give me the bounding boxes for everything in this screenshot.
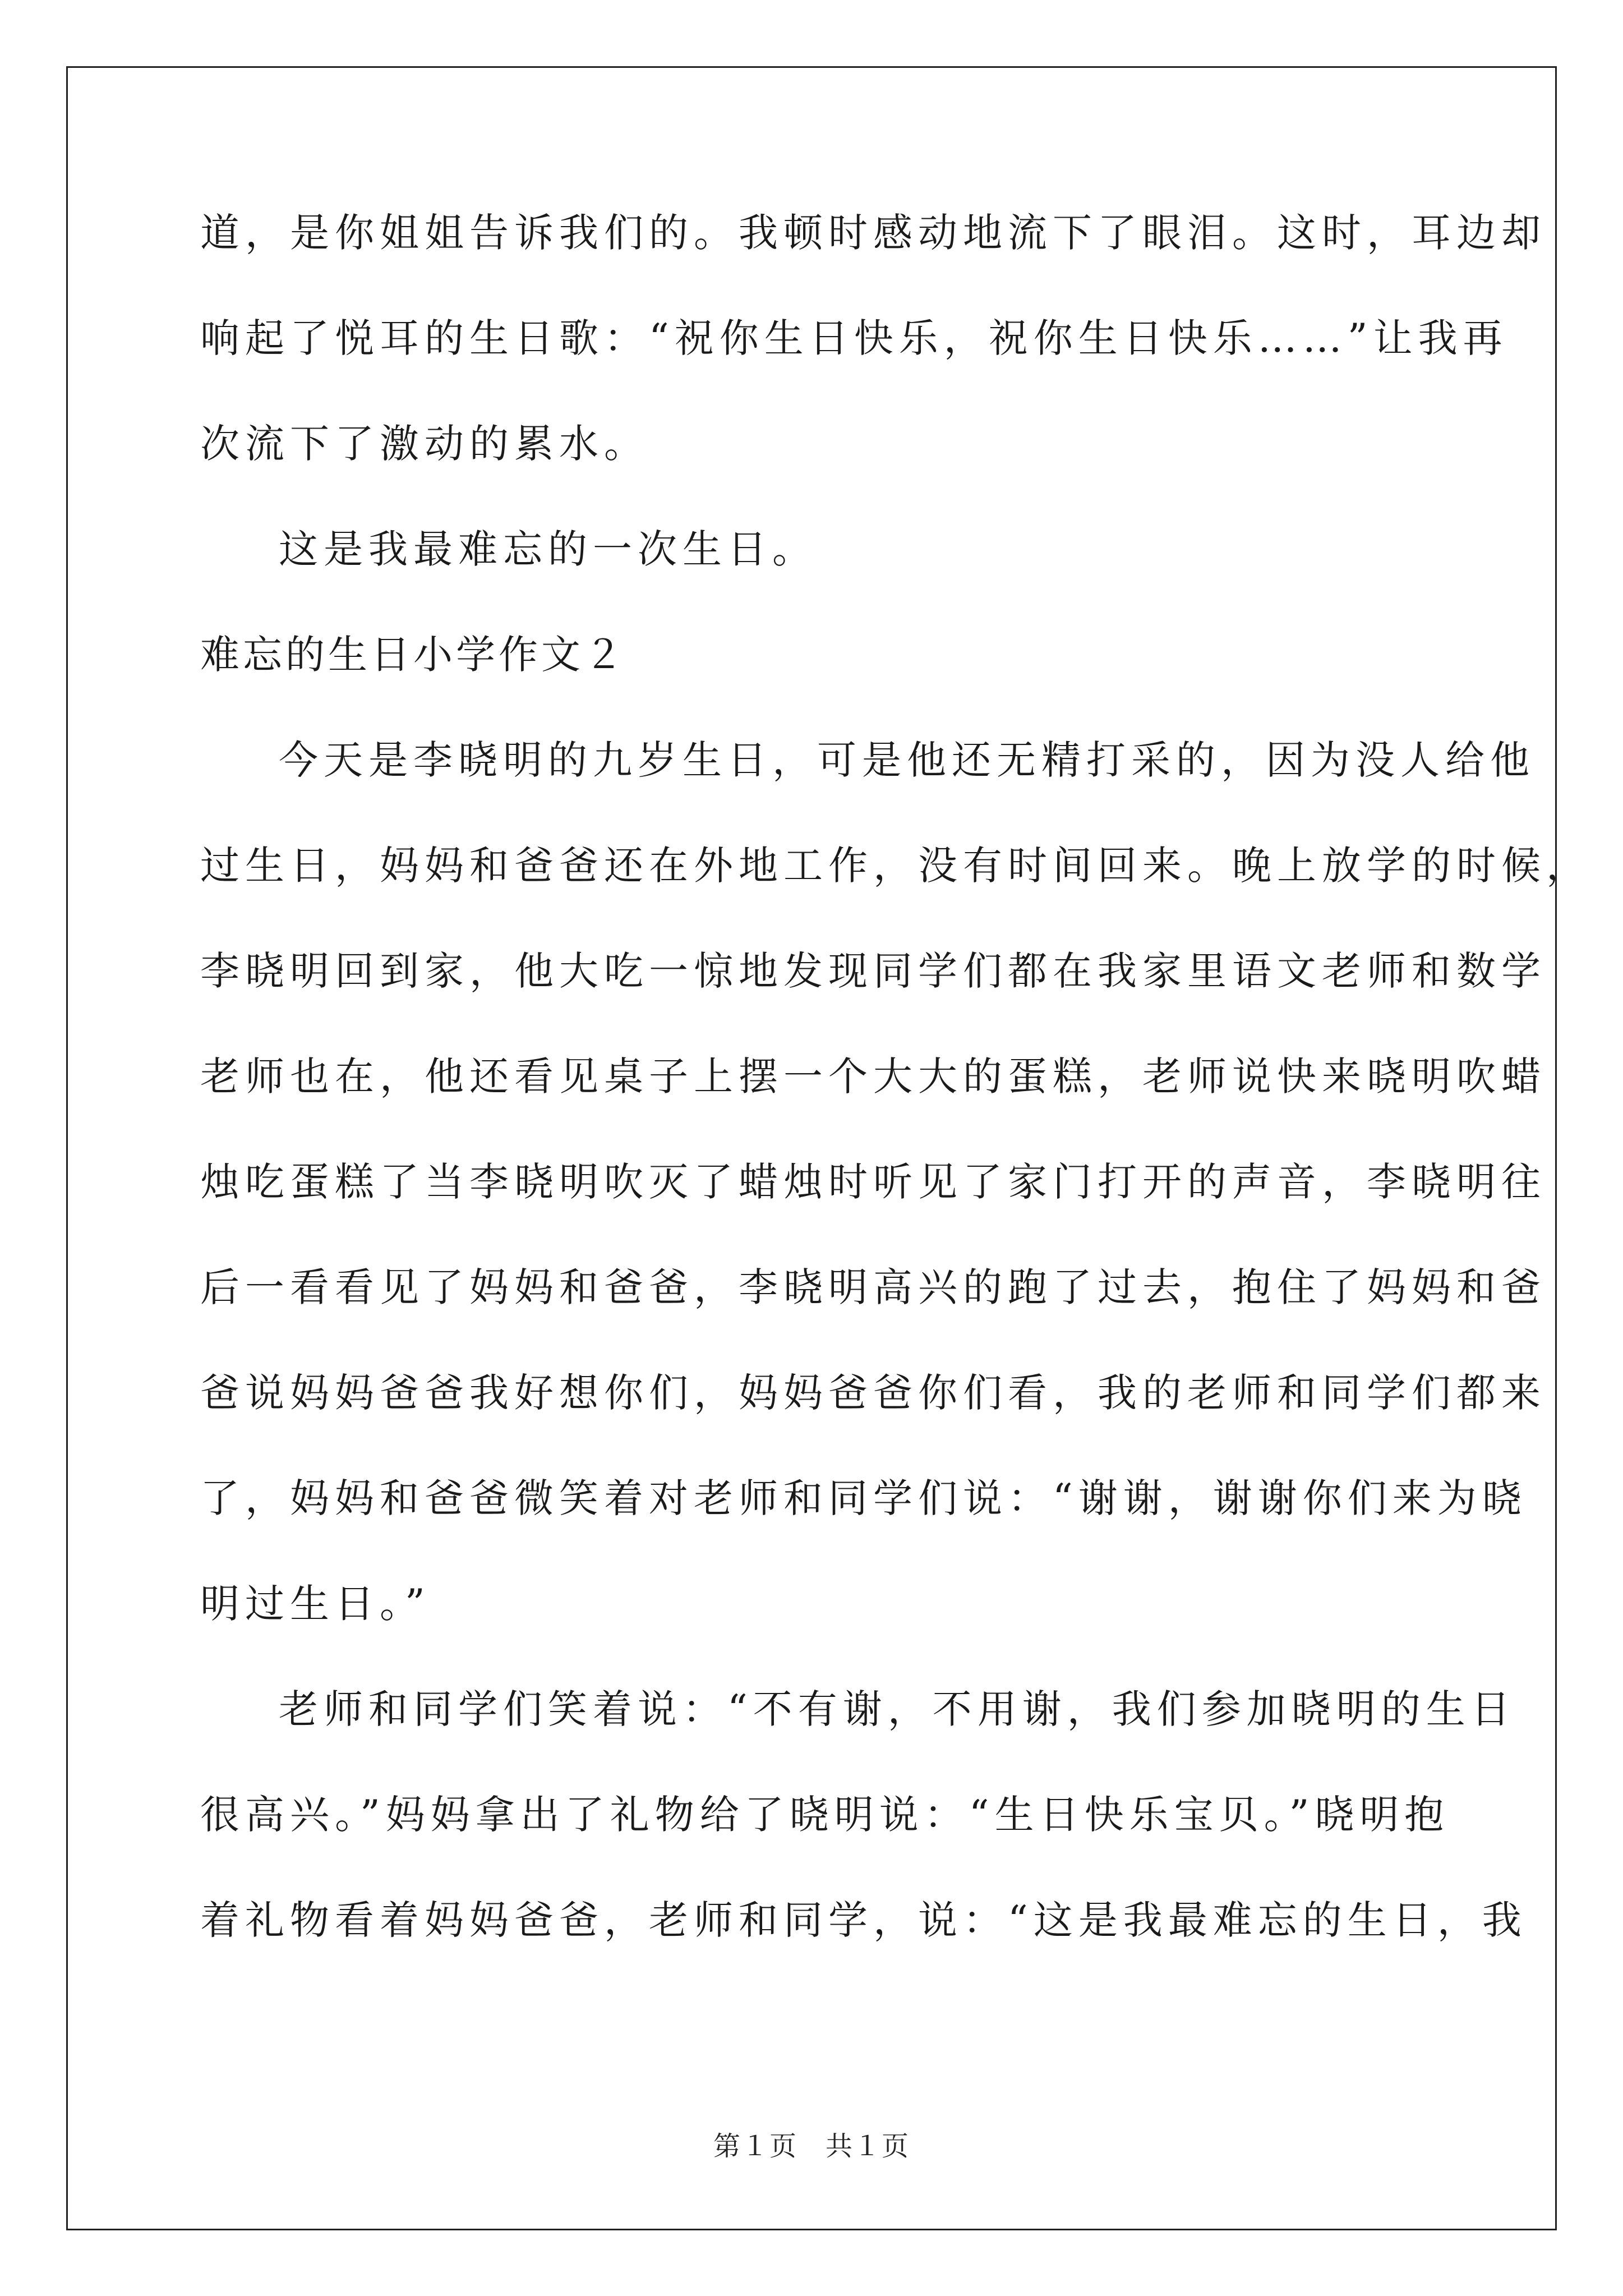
text-line: 后一看看见了妈妈和爸爸，李晓明高兴的跑了过去，抱住了妈妈和爸 [200, 1264, 1546, 1310]
text-line: 着礼物看着妈妈爸爸，老师和同学，说：“这是我最难忘的生日，我 [200, 1897, 1527, 1943]
text-line: 今天是李晓明的九岁生日，可是他还无精打采的，因为没人给他 [279, 737, 1535, 783]
text-line: 这是我最难忘的一次生日。 [279, 526, 817, 572]
text-line: 道，是你姐姐告诉我们的。我顿时感动地流下了眼泪。这时，耳边却 [200, 210, 1546, 256]
text-line: 老师也在，他还看见桌子上摆一个大大的蛋糕，老师说快来晓明吹蜡 [200, 1053, 1546, 1099]
text-line: 老师和同学们笑着说：“不有谢，不用谢，我们参加晓明的生日 [279, 1686, 1516, 1732]
page-footer: 第１页 共１页 [713, 2132, 910, 2161]
document-body [200, 210, 1591, 2006]
text-line: 明过生日。” [200, 1581, 431, 1627]
text-line: 李晓明回到家，他大吃一惊地发现同学们都在我家里语文老师和数学 [200, 948, 1546, 994]
text-line: 爸说妈妈爸爸我好想你们，妈妈爸爸你们看，我的老师和同学们都来 [200, 1370, 1546, 1416]
text-line: 很高兴。”妈妈拿出了礼物给了晓明说：“生日快乐宝贝。”晓明抱 [200, 1792, 1450, 1838]
text-line: 了，妈妈和爸爸微笑着对老师和同学们说：“谢谢，谢谢你们来为晓 [200, 1475, 1527, 1521]
section-heading: 难忘的生日小学作文２ [200, 632, 626, 678]
text-line: 次流下了激动的累水。 [200, 421, 649, 467]
text-line: 烛吃蛋糕了当李晓明吹灭了蜡烛时听见了家门打开的声音，李晓明往 [200, 1159, 1546, 1205]
text-line: 过生日，妈妈和爸爸还在外地工作，没有时间回来。晚上放学的时候， [200, 843, 1591, 889]
text-line: 响起了悦耳的生日歌：“祝你生日快乐，祝你生日快乐……”让我再 [200, 315, 1508, 361]
